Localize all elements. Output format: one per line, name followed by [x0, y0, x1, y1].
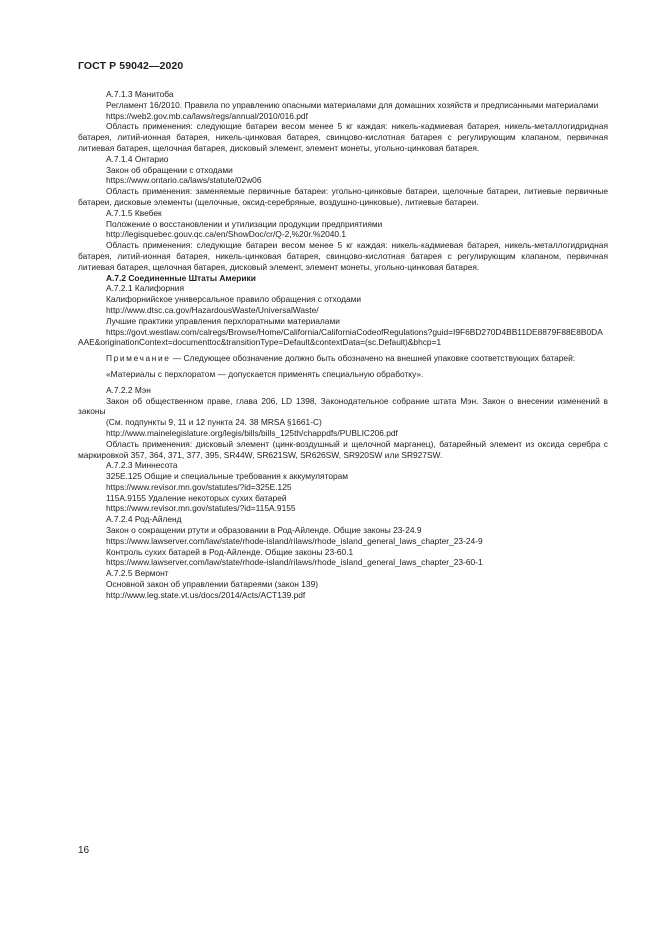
quote-line: «Материалы с перхлоратом — допускается применять специальную обработку».: [106, 368, 424, 379]
body-paragraph: Область применения: следующие батареи весом менее 5 кг каждая: никель-кадмиевая батарея, никель-металлогидридная батарея, литий-ионная батарея, никель-цинковая батарея, свинцово-кислотная батарея с регулирующим клапаном, первичная литиевая батарея, щелочная батарея, дисковый элемент, элемент монеты, угольно-цинковая батарея.: [78, 121, 608, 153]
body-line: Лучшие практики управления перхлоратными материалами: [106, 315, 340, 326]
section-heading: А.7.2.1 Калифорния: [106, 283, 185, 294]
body-paragraph: Закон об общественном праве, глава 206, LD 1398, Законодательное собрание штата Мэн. Закон о внесении изменений в законы: [78, 395, 608, 417]
section-heading: А.7.2.5 Вермонт: [106, 568, 169, 579]
note-label: Примечание: [106, 353, 171, 364]
body-line: Закон об обращении с отходами: [106, 164, 233, 175]
note-text: — Следующее обозначение должно быть обозначено на внешней упаковке соответствующих батарей:: [170, 353, 576, 364]
section-heading: А.7.1.4 Онтарио: [106, 153, 169, 164]
section-heading: А.7.1.5 Квебек: [106, 207, 162, 218]
section-heading: А.7.1.3 Манитоба: [106, 89, 174, 99]
page-number: 16: [78, 845, 90, 856]
url-line: http://www.mainelegislature.org/legis/bills/bills_125th/chappdfs/PUBLIC206.pdf: [106, 427, 398, 438]
body-line: Основной закон об управлении батареями (закон 139): [106, 579, 319, 590]
body-line: (См. подпункты 9, 11 и 12 пункта 24. 38 MRSA §1661-С): [106, 417, 322, 428]
body-line: Калифорнийское универсальное правило обращения с отходами: [106, 294, 362, 305]
url-line: https://web2.gov.mb.ca/laws/regs/annual/2010/016.pdf: [106, 110, 308, 121]
body-line: Контроль сухих батарей в Род-Айленде. Общие законы 23-60.1: [106, 546, 354, 557]
document-body: [78, 89, 608, 601]
url-line: https://www.revisor.mn.gov/statutes/?id=325E.125: [106, 481, 292, 492]
url-line: https://www.revisor.mn.gov/statutes/?id=115A.9155: [106, 503, 296, 514]
url-line: http://legisquebec.gouv.qc.ca/en/ShowDoc/cr/Q-2,%20r.%2040.1: [106, 229, 347, 240]
body-paragraph: Область применения: следующие батареи весом менее 5 кг каждая: никель-кадмиевая батарея, никель-металлогидридная батарея, литий-ионная батарея, никель-цинковая батарея, свинцово-кислотная батарея с регулирующим клапаном, первичная литиевая батарея, щелочная батарея, дисковый элемент, элемент монеты, угольно-цинковая батарея.: [78, 240, 608, 272]
body-line: 115А.9155 Удаление некоторых сухих батарей: [106, 492, 287, 503]
url-line: https://www.lawserver.com/law/state/rhode-island/rilaws/rhode_island_general_laws_chapter_23-60-1: [106, 557, 483, 568]
body-line: Закон о сокращении ртути и образовании в Род-Айленде. Общие законы 23-24.9: [106, 525, 422, 536]
section-heading: А.7.2.2 Мэн: [106, 384, 151, 395]
url-line: https://govt.westlaw.com/calregs/Browse/Home/California/CaliforniaCodeofRegulations?guid=I9F6BD270D4BB11DE8879F88E8B0DAAAE&originationContext=documenttoc&transitionType=Default&contextData=(sc.Default)&bhcp=1: [78, 326, 603, 348]
body-paragraph: Область применения: дисковый элемент (цинк-воздушный и щелочной марганец), батарейный элемент из оксида серебра с маркировкой 357, 364, 371, 377, 395, SR44W, SR621SW, SR626SW, SR920SW или SR927SW.: [78, 438, 608, 460]
body-line: 325Е.125 Общие и специальные требования к аккумуляторам: [106, 471, 349, 482]
body-paragraph: Область применения: заменяемые первичные батареи: угольно-цинковые батареи, щелочные батареи, литиевые первичные батареи, дисковые элементы (щелочные, оксид-серебряные, воздушно-цинковые), литиевые батареи.: [78, 186, 608, 207]
section-heading: А.7.2.4 Род-Айленд: [106, 514, 182, 525]
section-heading: А.7.2.3 Миннесота: [106, 460, 178, 471]
body-paragraph: Регламент 16/2010. Правила по управлению опасными материалами для домашних хозяйств и предписанными материалами: [106, 99, 599, 110]
url-line: https://www.lawserver.com/law/state/rhode-island/rilaws/rhode_island_general_laws_chapter_23-24-9: [106, 535, 483, 546]
body-line: Положение о восстановлении и утилизации продукции предприятиями: [106, 218, 383, 229]
document-header: ГОСТ Р 59042—2020: [78, 60, 184, 72]
url-line: http://www.dtsc.ca.gov/HazardousWaste/UniversalWaste/: [106, 304, 319, 315]
url-line: https://www.ontario.ca/laws/statute/02w06: [106, 175, 262, 186]
section-heading-bold: А.7.2 Соединенные Штаты Америки: [106, 272, 256, 283]
url-line: http://www.leg.state.vt.us/docs/2014/Acts/ACT139.pdf: [106, 589, 306, 600]
note-paragraph: [78, 353, 608, 364]
